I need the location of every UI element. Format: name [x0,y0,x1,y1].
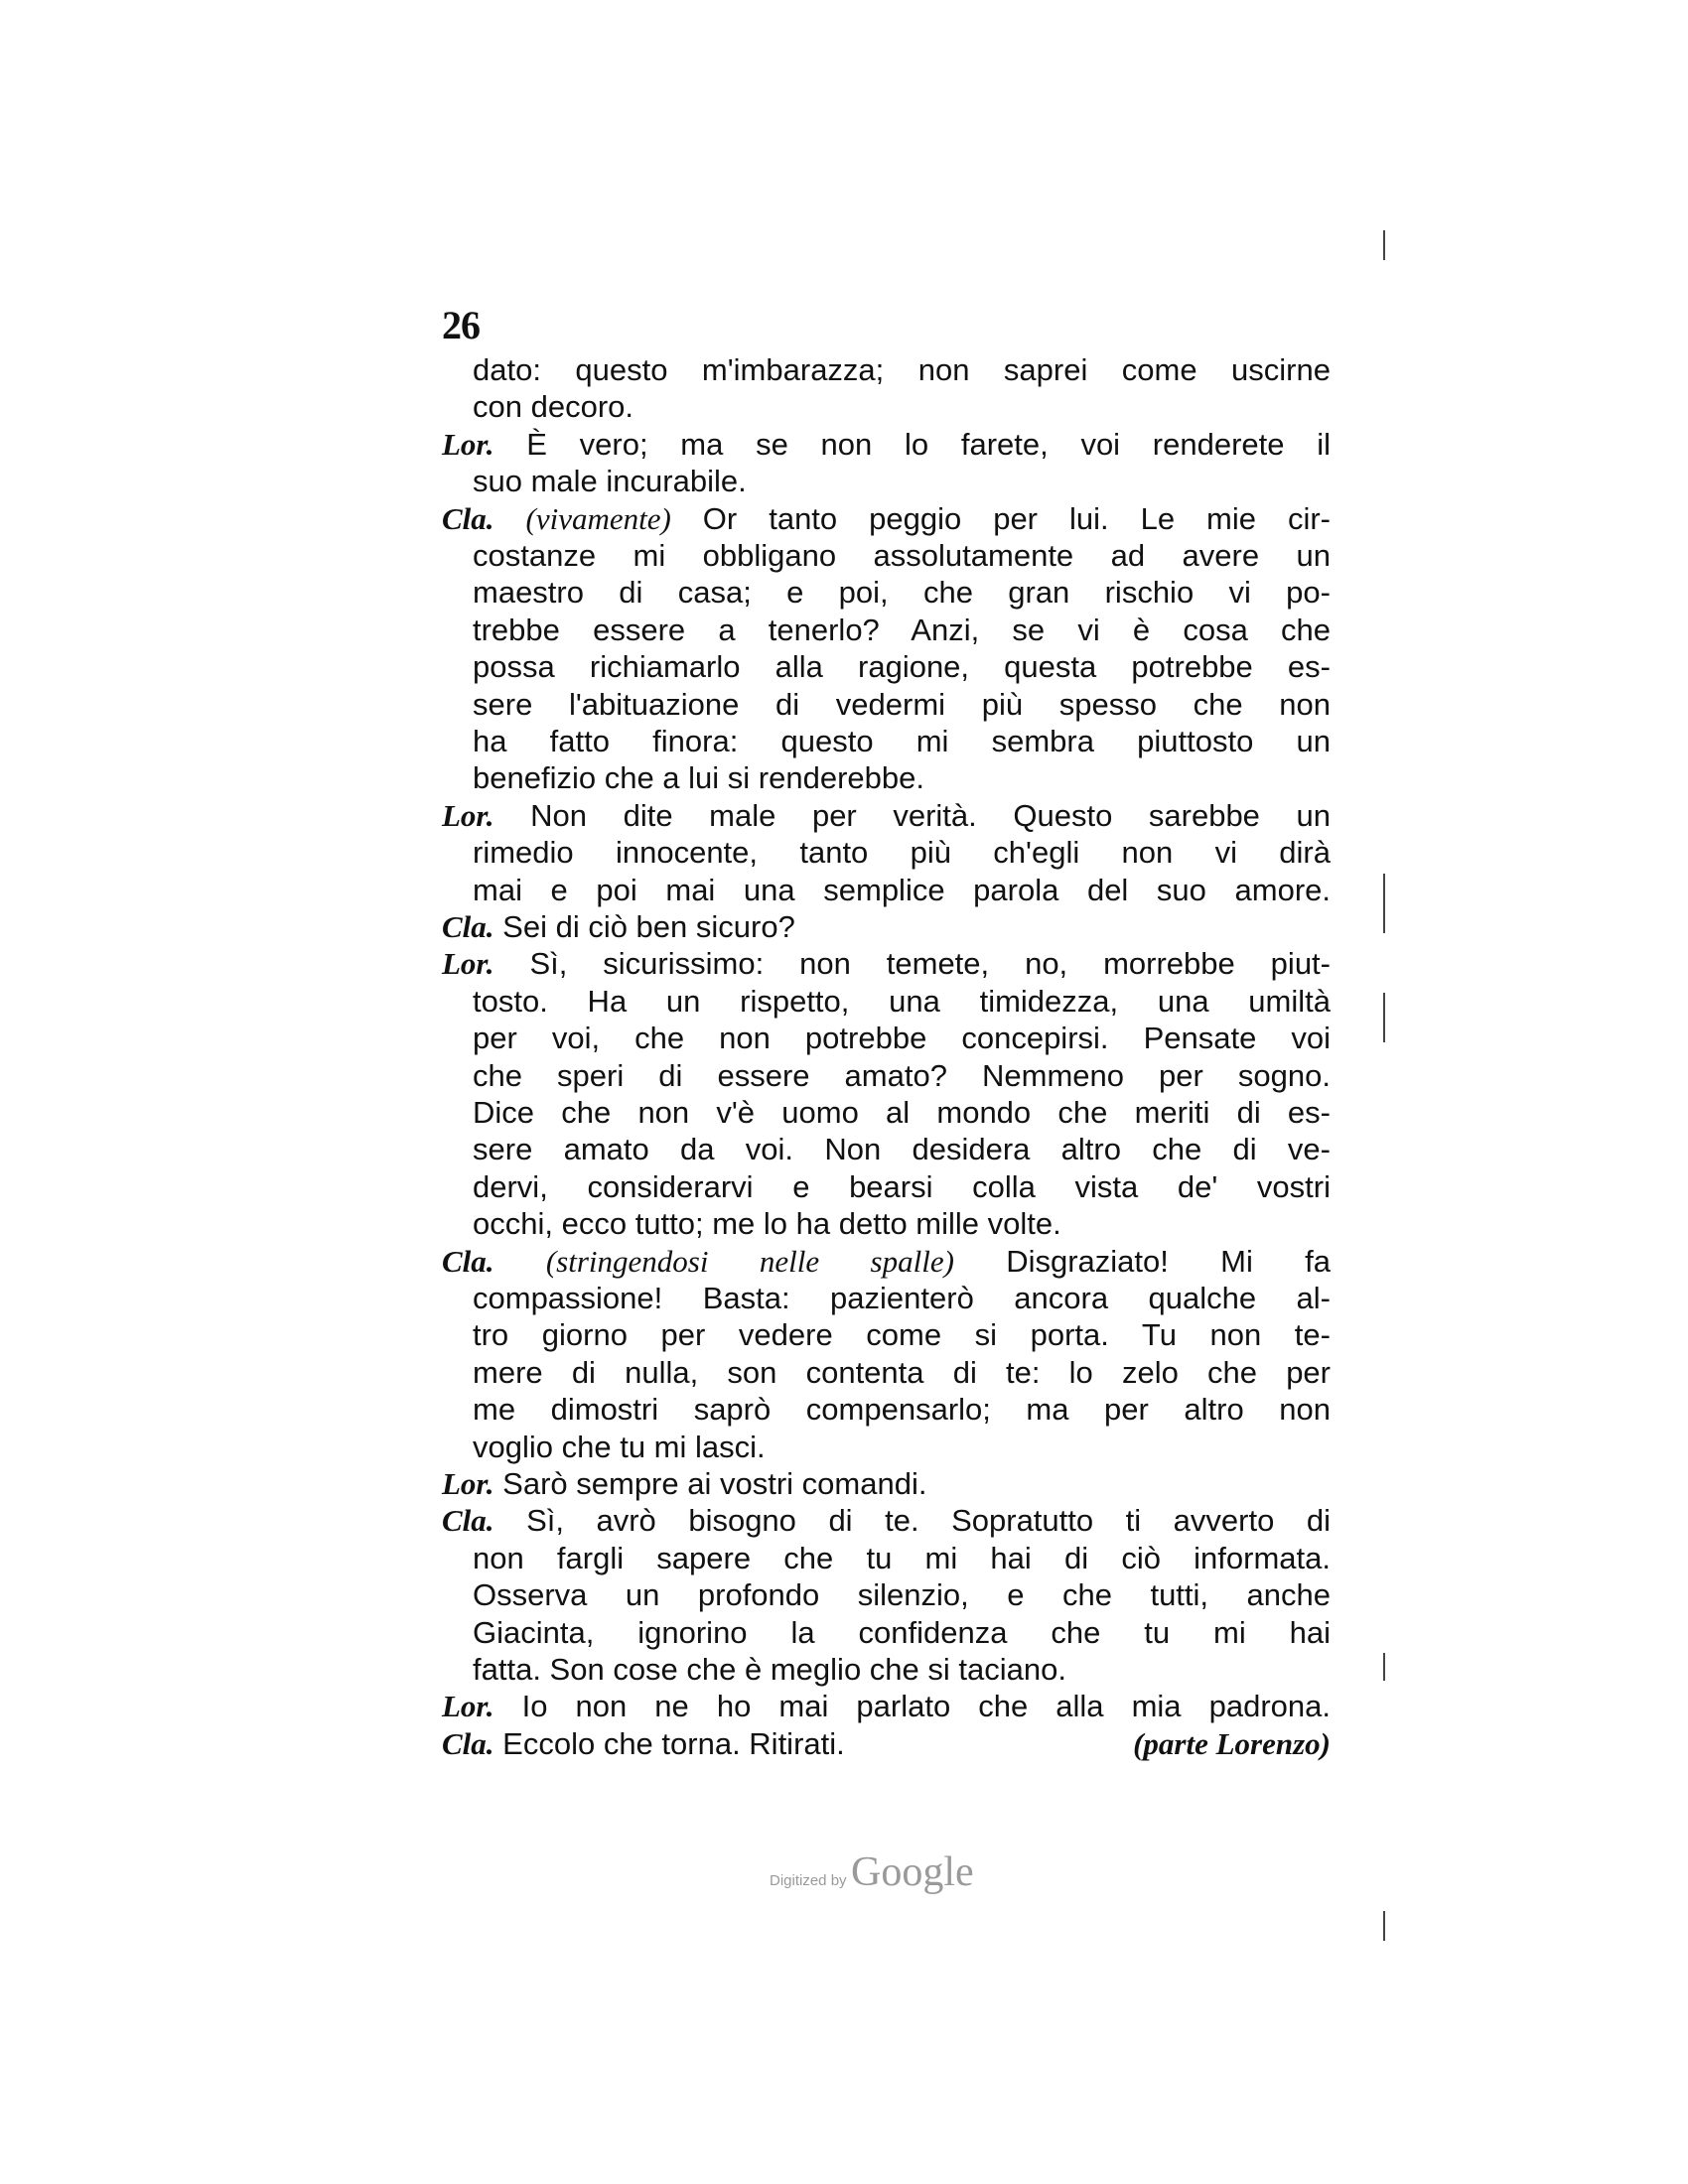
text-line [473,723,1331,759]
page-number: 26 [442,303,480,347]
line-text: non fargli sapere che tu mi hai di ciò informata. [473,1540,1331,1575]
speaker-name: Cla. [442,909,494,944]
line-text: Giacinta, ignorino la confidenza che tu mi hai [473,1614,1331,1650]
line-text: Eccolo che torna. Ritirati. [493,1725,845,1761]
text-line [442,1725,1331,1762]
speaker-name: Cla. [442,1725,494,1761]
line-text: per voi, che non potrebbe concepirsi. Pensate voi [473,1021,1331,1056]
speaker-name: Lor. [442,946,494,982]
margin-mark [1383,874,1385,933]
line-text: ha fatto finora: questo mi sembra piuttosto un [473,724,1331,758]
text-line [473,1205,1331,1242]
text-line [473,1280,1331,1316]
line-text: maestro di casa; e poi, che gran rischio vi po- [473,575,1331,611]
line-text: Non dite male per verità. Questo sarebbe un [493,797,1331,833]
text-line [473,1540,1331,1576]
text-line [473,648,1331,685]
text-line [473,351,1331,388]
line-text: Sì, sicurissimo: non temete, no, morrebbe piut- [493,946,1331,982]
speaker-name: Lor. [442,1466,494,1501]
speaker-name: Lor. [442,797,494,833]
line-text: Io non ne ho mai parlato che alla mia padrona. [493,1689,1331,1724]
text-line [473,1168,1331,1205]
line-text: Or tanto peggio per lui. Le mie cir- [670,500,1331,536]
margin-mark [1383,1911,1385,1941]
margin-mark [1383,993,1385,1042]
line-text: sere l'abituazione di vedermi più spesso che non [473,686,1331,722]
speaker-name: Cla. [442,500,494,536]
line-text: tro giorno per vedere come si porta. Tu non te- [473,1317,1331,1353]
watermark-brand: Google [851,1849,974,1895]
line-text: Sarò sempre ai vostri comandi. [493,1466,927,1501]
line-text: mai e poi mai una semplice parola del suo amore. [473,872,1331,907]
line-text: rimedio innocente, tanto più ch'egli non vi dirà [473,835,1331,871]
text-line [473,983,1331,1020]
text-line [442,1243,1331,1280]
text-line [442,426,1331,463]
line-text: Dice che non v'è uomo al mondo che meriti di es- [473,1095,1331,1130]
text-line [473,1057,1331,1094]
text-line [473,537,1331,574]
line-text: tosto. Ha un rispetto, una timidezza, una umiltà [473,983,1331,1019]
margin-mark [1383,230,1385,260]
line-text: sere amato da voi. Non desidera altro che di ve- [473,1132,1331,1167]
line-text: con decoro. [473,389,633,425]
text-line [473,872,1331,908]
line-text: me dimostri saprò compensarlo; ma per altro non [473,1392,1331,1428]
line-text: trebbe essere a tenerlo? Anzi, se vi è cosa che [473,612,1331,647]
text-line [473,1576,1331,1613]
line-text [494,1244,546,1279]
text-line [442,908,1331,945]
line-text: compassione! Basta: pazienterò ancora qualche al- [473,1281,1331,1315]
line-text: fatta. Son cose che è meglio che si taciano. [473,1652,1066,1687]
text-line [442,1465,1331,1502]
text-line [473,759,1331,796]
text-line [442,797,1331,834]
speaker-name: Cla. [442,1503,494,1539]
text-line [473,1094,1331,1131]
line-text: Sei di ciò ben sicuro? [493,909,795,944]
line-text: Sì, avrò bisogno di te. Sopratutto ti avverto di [493,1503,1331,1539]
text-line [473,1429,1331,1465]
line-text: costanze mi obbligano assolutamente ad avere un [473,538,1331,573]
text-line [442,500,1331,537]
text-line [473,834,1331,871]
digitized-watermark [770,1848,974,1896]
text-line [473,463,1331,499]
speaker-name: Lor. [442,426,494,462]
text-line [473,574,1331,611]
text-line [473,1354,1331,1391]
speaker-name: Cla. [442,1243,494,1279]
line-text: mere di nulla, son contenta di te: lo zelo che per [473,1354,1331,1390]
text-line [473,1391,1331,1428]
line-text: È vero; ma se non lo farete, voi renderete il [493,426,1331,462]
text-line [442,945,1331,982]
text-line [473,1020,1331,1056]
stage-direction: (parte Lorenzo) [1133,1725,1331,1761]
line-text [494,501,526,536]
text-line [473,1651,1331,1688]
text-line [473,1614,1331,1651]
text-line [442,1688,1331,1724]
line-text: dato: questo m'imbarazza; non saprei come uscirne [473,352,1331,387]
watermark-prefix: Digitized by [770,1872,847,1889]
text-line [473,388,1331,425]
text-line [473,686,1331,723]
line-text: Osserva un profondo silenzio, e che tutti, anche [473,1577,1331,1613]
stage-direction: (stringendosi nelle spalle) [545,1243,954,1279]
line-text: occhi, ecco tutto; me lo ha detto mille volte. [473,1206,1061,1242]
speaker-name: Lor. [442,1689,494,1724]
line-text: che speri di essere amato? Nemmeno per sogno. [473,1057,1331,1093]
text-line [473,1316,1331,1353]
line-text: benefizio che a lui si renderebbe. [473,760,924,796]
line-text: dervi, considerarvi e bearsi colla vista de' vostri [473,1168,1331,1204]
margin-mark [1383,1653,1385,1681]
text-line [442,1502,1331,1539]
text-line [473,1131,1331,1167]
line-text: Disgraziato! Mi fa [953,1243,1332,1279]
text-line [473,612,1331,648]
stage-direction: (vivamente) [525,500,671,536]
line-text: suo male incurabile. [473,464,747,499]
line-text: voglio che tu mi lasci. [473,1429,766,1464]
line-text: possa richiamarlo alla ragione, questa potrebbe es- [473,649,1331,685]
